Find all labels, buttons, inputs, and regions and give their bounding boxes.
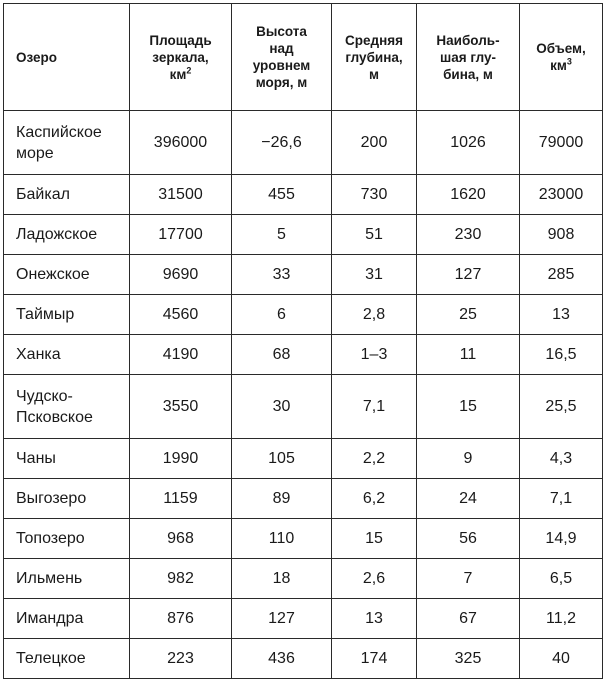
- table-row: [4, 335, 603, 375]
- table-row: [4, 519, 603, 559]
- cell-avg-depth: 2,2: [332, 439, 417, 479]
- table-row: [4, 479, 603, 519]
- cell-avg-depth: 15: [332, 519, 417, 559]
- cell-lake-name: Байкал: [4, 175, 130, 215]
- lakes-table: [3, 3, 603, 679]
- cell-volume: 6,5: [520, 559, 603, 599]
- cell-area: 4560: [130, 295, 232, 335]
- cell-max-depth: 1026: [417, 111, 520, 175]
- cell-max-depth: 9: [417, 439, 520, 479]
- cell-elevation: −26,6: [232, 111, 332, 175]
- cell-area: 1990: [130, 439, 232, 479]
- header-elevation: Высота над уровнем моря, м: [232, 4, 332, 111]
- cell-lake-name: Чудско- Псковское: [4, 375, 130, 439]
- cell-volume: 11,2: [520, 599, 603, 639]
- cell-volume: 23000: [520, 175, 603, 215]
- cell-lake-name: Ладожское: [4, 215, 130, 255]
- cell-max-depth: 25: [417, 295, 520, 335]
- cell-lake-name: Выгозеро: [4, 479, 130, 519]
- cell-area: 968: [130, 519, 232, 559]
- cell-lake-name: Каспийское море: [4, 111, 130, 175]
- table-row: [4, 175, 603, 215]
- cell-elevation: 68: [232, 335, 332, 375]
- cell-area: 223: [130, 639, 232, 679]
- cell-elevation: 110: [232, 519, 332, 559]
- cell-avg-depth: 174: [332, 639, 417, 679]
- cell-avg-depth: 1–3: [332, 335, 417, 375]
- table-body: [4, 111, 603, 679]
- cell-volume: 7,1: [520, 479, 603, 519]
- cell-lake-name: Ханка: [4, 335, 130, 375]
- cell-max-depth: 1620: [417, 175, 520, 215]
- cell-area: 3550: [130, 375, 232, 439]
- header-max-depth: Наиболь- шая глу- бина, м: [417, 4, 520, 111]
- cell-max-depth: 230: [417, 215, 520, 255]
- cell-volume: 13: [520, 295, 603, 335]
- cell-avg-depth: 2,8: [332, 295, 417, 335]
- cell-lake-name: Топозеро: [4, 519, 130, 559]
- cell-elevation: 33: [232, 255, 332, 295]
- cell-elevation: 455: [232, 175, 332, 215]
- cell-max-depth: 127: [417, 255, 520, 295]
- table-header: [4, 4, 603, 111]
- header-area: Площадь зеркала, $км^2$: [130, 4, 232, 111]
- cell-max-depth: 11: [417, 335, 520, 375]
- cell-avg-depth: 51: [332, 215, 417, 255]
- cell-avg-depth: 2,6: [332, 559, 417, 599]
- cell-volume: 14,9: [520, 519, 603, 559]
- cell-area: 9690: [130, 255, 232, 295]
- cell-area: 1159: [130, 479, 232, 519]
- cell-max-depth: 15: [417, 375, 520, 439]
- cell-max-depth: 67: [417, 599, 520, 639]
- header-row: [4, 4, 603, 111]
- cell-volume: 16,5: [520, 335, 603, 375]
- cell-elevation: 30: [232, 375, 332, 439]
- cell-elevation: 89: [232, 479, 332, 519]
- cell-volume: 285: [520, 255, 603, 295]
- cell-elevation: 18: [232, 559, 332, 599]
- cell-max-depth: 24: [417, 479, 520, 519]
- cell-area: 17700: [130, 215, 232, 255]
- cell-avg-depth: 730: [332, 175, 417, 215]
- cell-avg-depth: 31: [332, 255, 417, 295]
- cell-avg-depth: 6,2: [332, 479, 417, 519]
- cell-area: 31500: [130, 175, 232, 215]
- cell-area: 4190: [130, 335, 232, 375]
- cell-lake-name: Чаны: [4, 439, 130, 479]
- table-row: [4, 639, 603, 679]
- cell-area: 982: [130, 559, 232, 599]
- cell-volume: 908: [520, 215, 603, 255]
- cell-avg-depth: 13: [332, 599, 417, 639]
- table-row: [4, 255, 603, 295]
- cell-elevation: 6: [232, 295, 332, 335]
- cell-area: 396000: [130, 111, 232, 175]
- cell-lake-name: Таймыр: [4, 295, 130, 335]
- cell-elevation: 105: [232, 439, 332, 479]
- header-avg-depth: Средняя глубина, м: [332, 4, 417, 111]
- table-row: [4, 295, 603, 335]
- table-row: [4, 375, 603, 439]
- cell-lake-name: Телецкое: [4, 639, 130, 679]
- table-row: [4, 599, 603, 639]
- cell-avg-depth: 200: [332, 111, 417, 175]
- cell-max-depth: 325: [417, 639, 520, 679]
- cell-volume: 4,3: [520, 439, 603, 479]
- cell-elevation: 436: [232, 639, 332, 679]
- cell-elevation: 127: [232, 599, 332, 639]
- cell-max-depth: 7: [417, 559, 520, 599]
- cell-max-depth: 56: [417, 519, 520, 559]
- table-row: [4, 215, 603, 255]
- cell-lake-name: Имандра: [4, 599, 130, 639]
- table-row: [4, 559, 603, 599]
- cell-avg-depth: 7,1: [332, 375, 417, 439]
- table-row: [4, 111, 603, 175]
- header-volume: Объем, $км^3$: [520, 4, 603, 111]
- cell-lake-name: Ильмень: [4, 559, 130, 599]
- cell-area: 876: [130, 599, 232, 639]
- cell-elevation: 5: [232, 215, 332, 255]
- cell-volume: 25,5: [520, 375, 603, 439]
- cell-volume: 40: [520, 639, 603, 679]
- table-row: [4, 439, 603, 479]
- cell-lake-name: Онежское: [4, 255, 130, 295]
- header-lake: Озеро: [4, 4, 130, 111]
- cell-volume: 79000: [520, 111, 603, 175]
